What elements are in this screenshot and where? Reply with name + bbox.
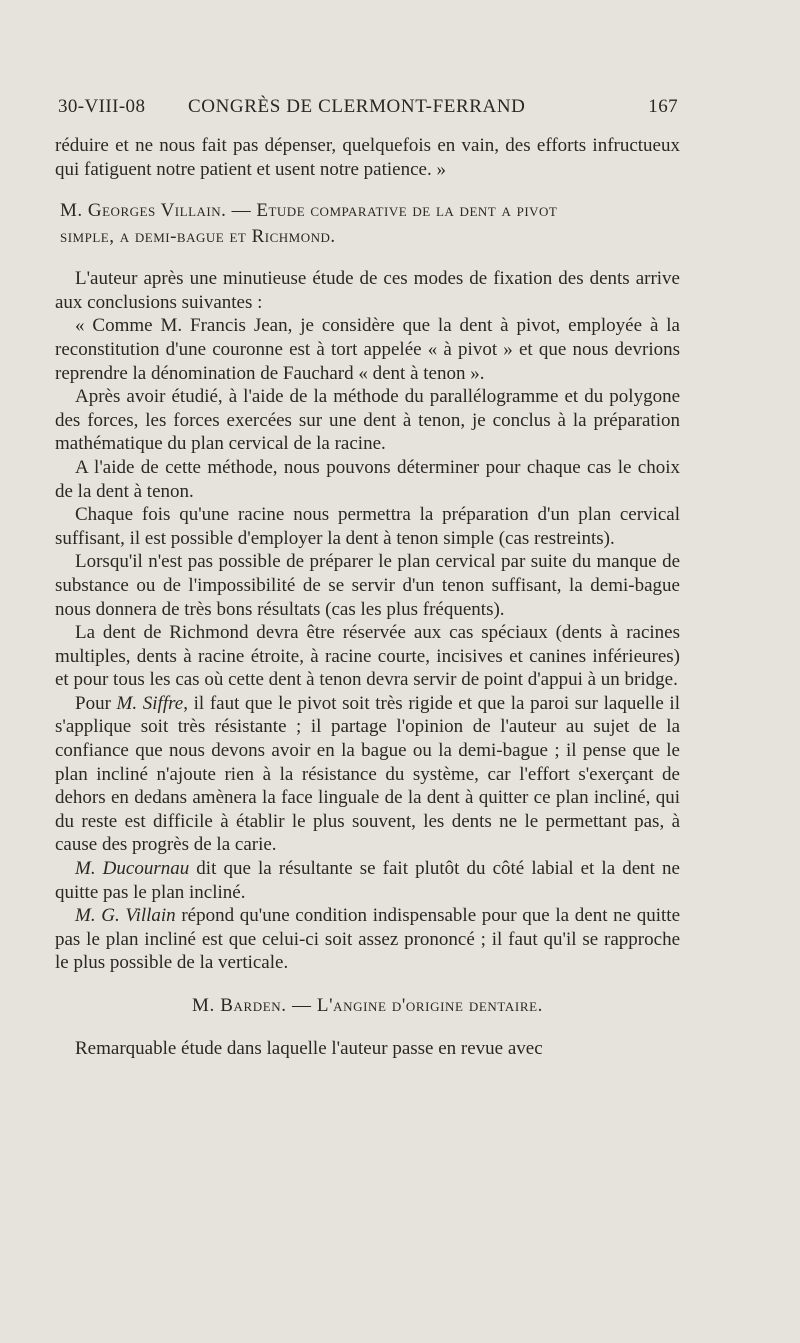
paragraph-9-text: dit que la résultante se fait plutôt du côté labial et la dent ne quitte pas le plan incliné. [55, 858, 680, 903]
speaker-villain: M. G. Villain [75, 905, 176, 927]
intro-paragraph: réduire et ne nous fait pas dépenser, quelquefois en vain, des efforts infructueux qui fatiguent notre patient et usent notre patience. » [55, 135, 680, 180]
paragraph-8-text: , il faut que le pivot soit très rigide et que la paroi sur laquelle il s'applique soit très résistante ; il partage l'opinion de l'auteur au sujet de la confiance que nous devons avoir en la bague ou la demi-bague ; il pense que le plan incliné n'ajoute rien à la résistance du système, car l'effort s'exerçant de dehors en dedans amènera la face linguale de la dent à quitter ce plan incliné, qui du reste est difficile à établir le plus souvent, les dents ne le permettant pas, à cause des progrès de la carie. [55, 692, 680, 856]
paragraph-10-text: répond qu'une condition indispensable pour que la dent ne quitte pas le plan incliné est que celui-ci soit assez prononcé ; il faut qu'il se rapproche le plus possible de la verticale. [55, 905, 680, 974]
speaker-siffre: M. Siffre [116, 692, 184, 714]
paragraph-3: Après avoir étudié, à l'aide de la méthode du parallélogramme et du polygone des forces, les forces exercées sur une dent à tenon, je conclus à la préparation mathématique du plan cervical de la racine. [55, 386, 680, 455]
header-title: CONGRÈS DE CLERMONT-FERRAND [188, 96, 526, 117]
paragraph-1: L'auteur après une minutieuse étude de ces modes de fixation des dents arrive aux conclusions suivantes : [55, 268, 680, 313]
paragraph-8 [55, 692, 680, 857]
paragraph-5: Chaque fois qu'une racine nous permettra la préparation d'un plan cervical suffisant, il est possible d'employer la dent à tenon simple (cas restreints). [55, 504, 680, 549]
paragraph-6: Lorsqu'il n'est pas possible de préparer le plan cervical par suite du manque de substance ou de l'impossibilité de se servir d'un tenon suffisant, la demi-bague nous donnera de très bons résultats (cas les plus fréquents). [55, 551, 680, 620]
paragraph-9 [55, 857, 680, 904]
speaker-ducournau: M. Ducournau [75, 858, 190, 880]
section-title-villain [60, 198, 680, 250]
paragraph-7: La dent de Richmond devra être réservée aux cas spéciaux (dents à racines multiples, dents à racine étroite, à racine courte, incisives et canines inférieures) et pour tous les cas où cette dent à tenon devra servir de point d'appui à un bridge. [55, 622, 680, 691]
section-title-line-2: simple, a demi-bague et Richmond. [60, 226, 336, 248]
page-body [55, 134, 680, 1060]
section-title-barden: M. Barden. — L'angine d'origine dentaire. [192, 995, 543, 1016]
paragraph-10 [55, 904, 680, 975]
page-number: 167 [648, 96, 678, 117]
header-date: 30-VIII-08 [58, 96, 146, 117]
paragraph-11: Remarquable étude dans laquelle l'auteur passe en revue avec [75, 1037, 543, 1059]
paragraph-4: A l'aide de cette méthode, nous pouvons déterminer pour chaque cas le choix de la dent à tenon. [55, 456, 680, 502]
paragraph-2: « Comme M. Francis Jean, je considère que la dent à pivot, employée à la reconstitution d'une couronne est à tort appelée « à pivot » et que nous devrions reprendre la dénomination de Fauchard « dent à tenon ». [55, 315, 680, 384]
section-title-line-1: M. Georges Villain. — Etude comparative de la dent a pivot [60, 200, 558, 222]
paragraph-8-lead: Pour [75, 692, 117, 714]
